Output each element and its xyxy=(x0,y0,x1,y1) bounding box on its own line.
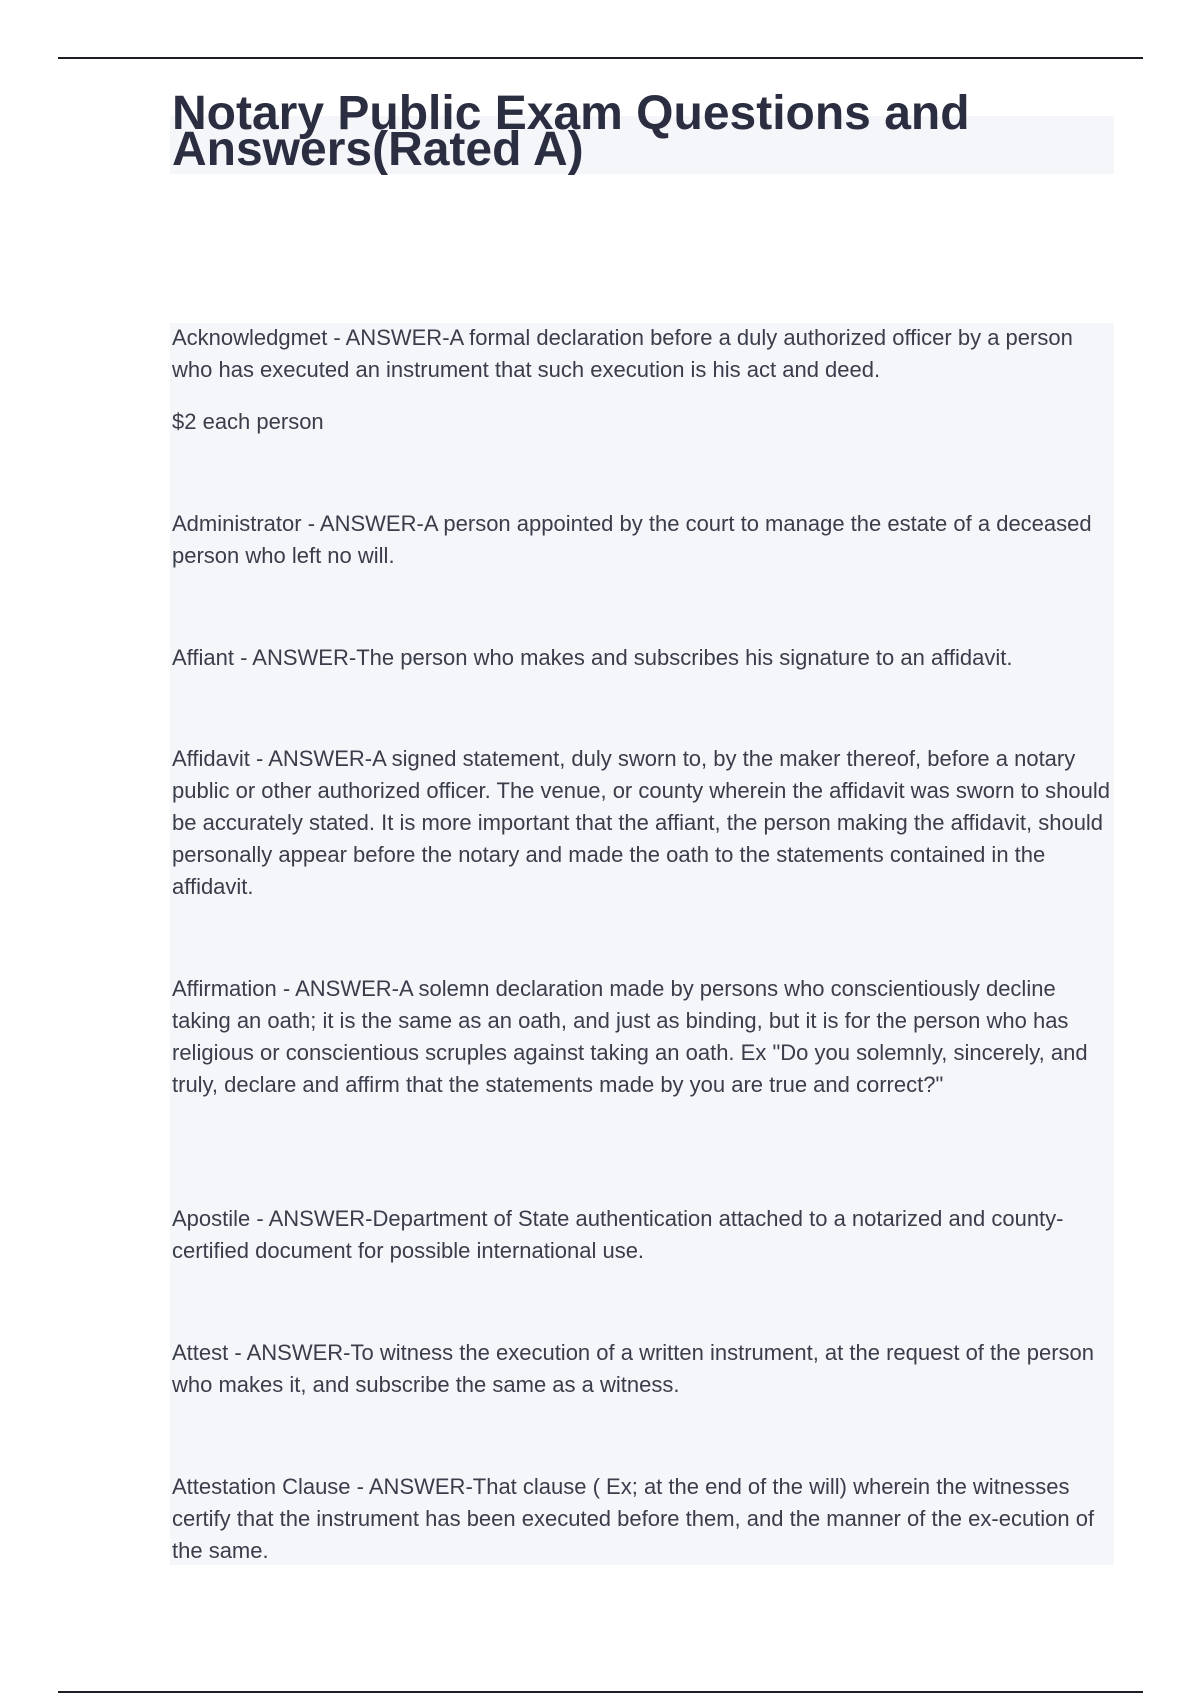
entry-affirmation xyxy=(172,973,1116,1101)
entry-text: Affiant - ANSWER-The person who makes and subscribes his signature to an affidavit. xyxy=(172,645,1013,670)
top-rule xyxy=(58,57,1143,59)
entry-acknowledgment xyxy=(172,322,1116,438)
entry-attestation-clause xyxy=(172,1471,1122,1567)
entry-text: Affidavit - ANSWER-A signed statement, duly sworn to, by the maker thereof, before a notary public or other authorized officer. The venue, or county wherein the affidavit was sworn to should be accurately stated. It is more important that the affiant, the person making the affidavit, should personally appear before the notary and made the oath to the statements contained in the affidavit. xyxy=(172,746,1110,899)
entry-affidavit xyxy=(172,743,1116,903)
document-title: Notary Public Exam Questions and Answers(Rated A) xyxy=(172,87,970,176)
entry-attest xyxy=(172,1337,1116,1401)
entry-text: Apostile - ANSWER-Department of State authentication attached to a notarized and county-certified document for possible international use. xyxy=(172,1206,1064,1263)
entry-text: Attestation Clause - ANSWER-That clause ( Ex; at the end of the will) wherein the witnesses certify that the instrument has been executed before them, and the manner of the ex-ecution of the same. xyxy=(172,1474,1095,1563)
entry-text: Administrator - ANSWER-A person appointed by the court to manage the estate of a deceased person who left no will. xyxy=(172,511,1092,568)
entry-administrator xyxy=(172,508,1116,572)
entry-apostile xyxy=(172,1203,1116,1267)
entry-text: Affirmation - ANSWER-A solemn declaration made by persons who conscientiously decline taking an oath; it is the same as an oath, and just as binding, but it is for the person who has religious or conscientious scruples against taking an oath. Ex "Do you solemnly, sincerely, and truly, declare and affirm that the statements made by you are true and correct?" xyxy=(172,976,1088,1097)
entry-fee-note: $2 each person xyxy=(172,409,324,434)
entry-text: Acknowledgmet - ANSWER-A formal declaration before a duly authorized officer by a person who has executed an instrument that such execution is his act and deed. xyxy=(172,325,1073,382)
entry-text: Attest - ANSWER-To witness the execution of a written instrument, at the request of the person who makes it, and subscribe the same as a witness. xyxy=(172,1340,1094,1397)
bottom-rule xyxy=(58,1691,1143,1693)
entry-affiant xyxy=(172,642,1116,674)
